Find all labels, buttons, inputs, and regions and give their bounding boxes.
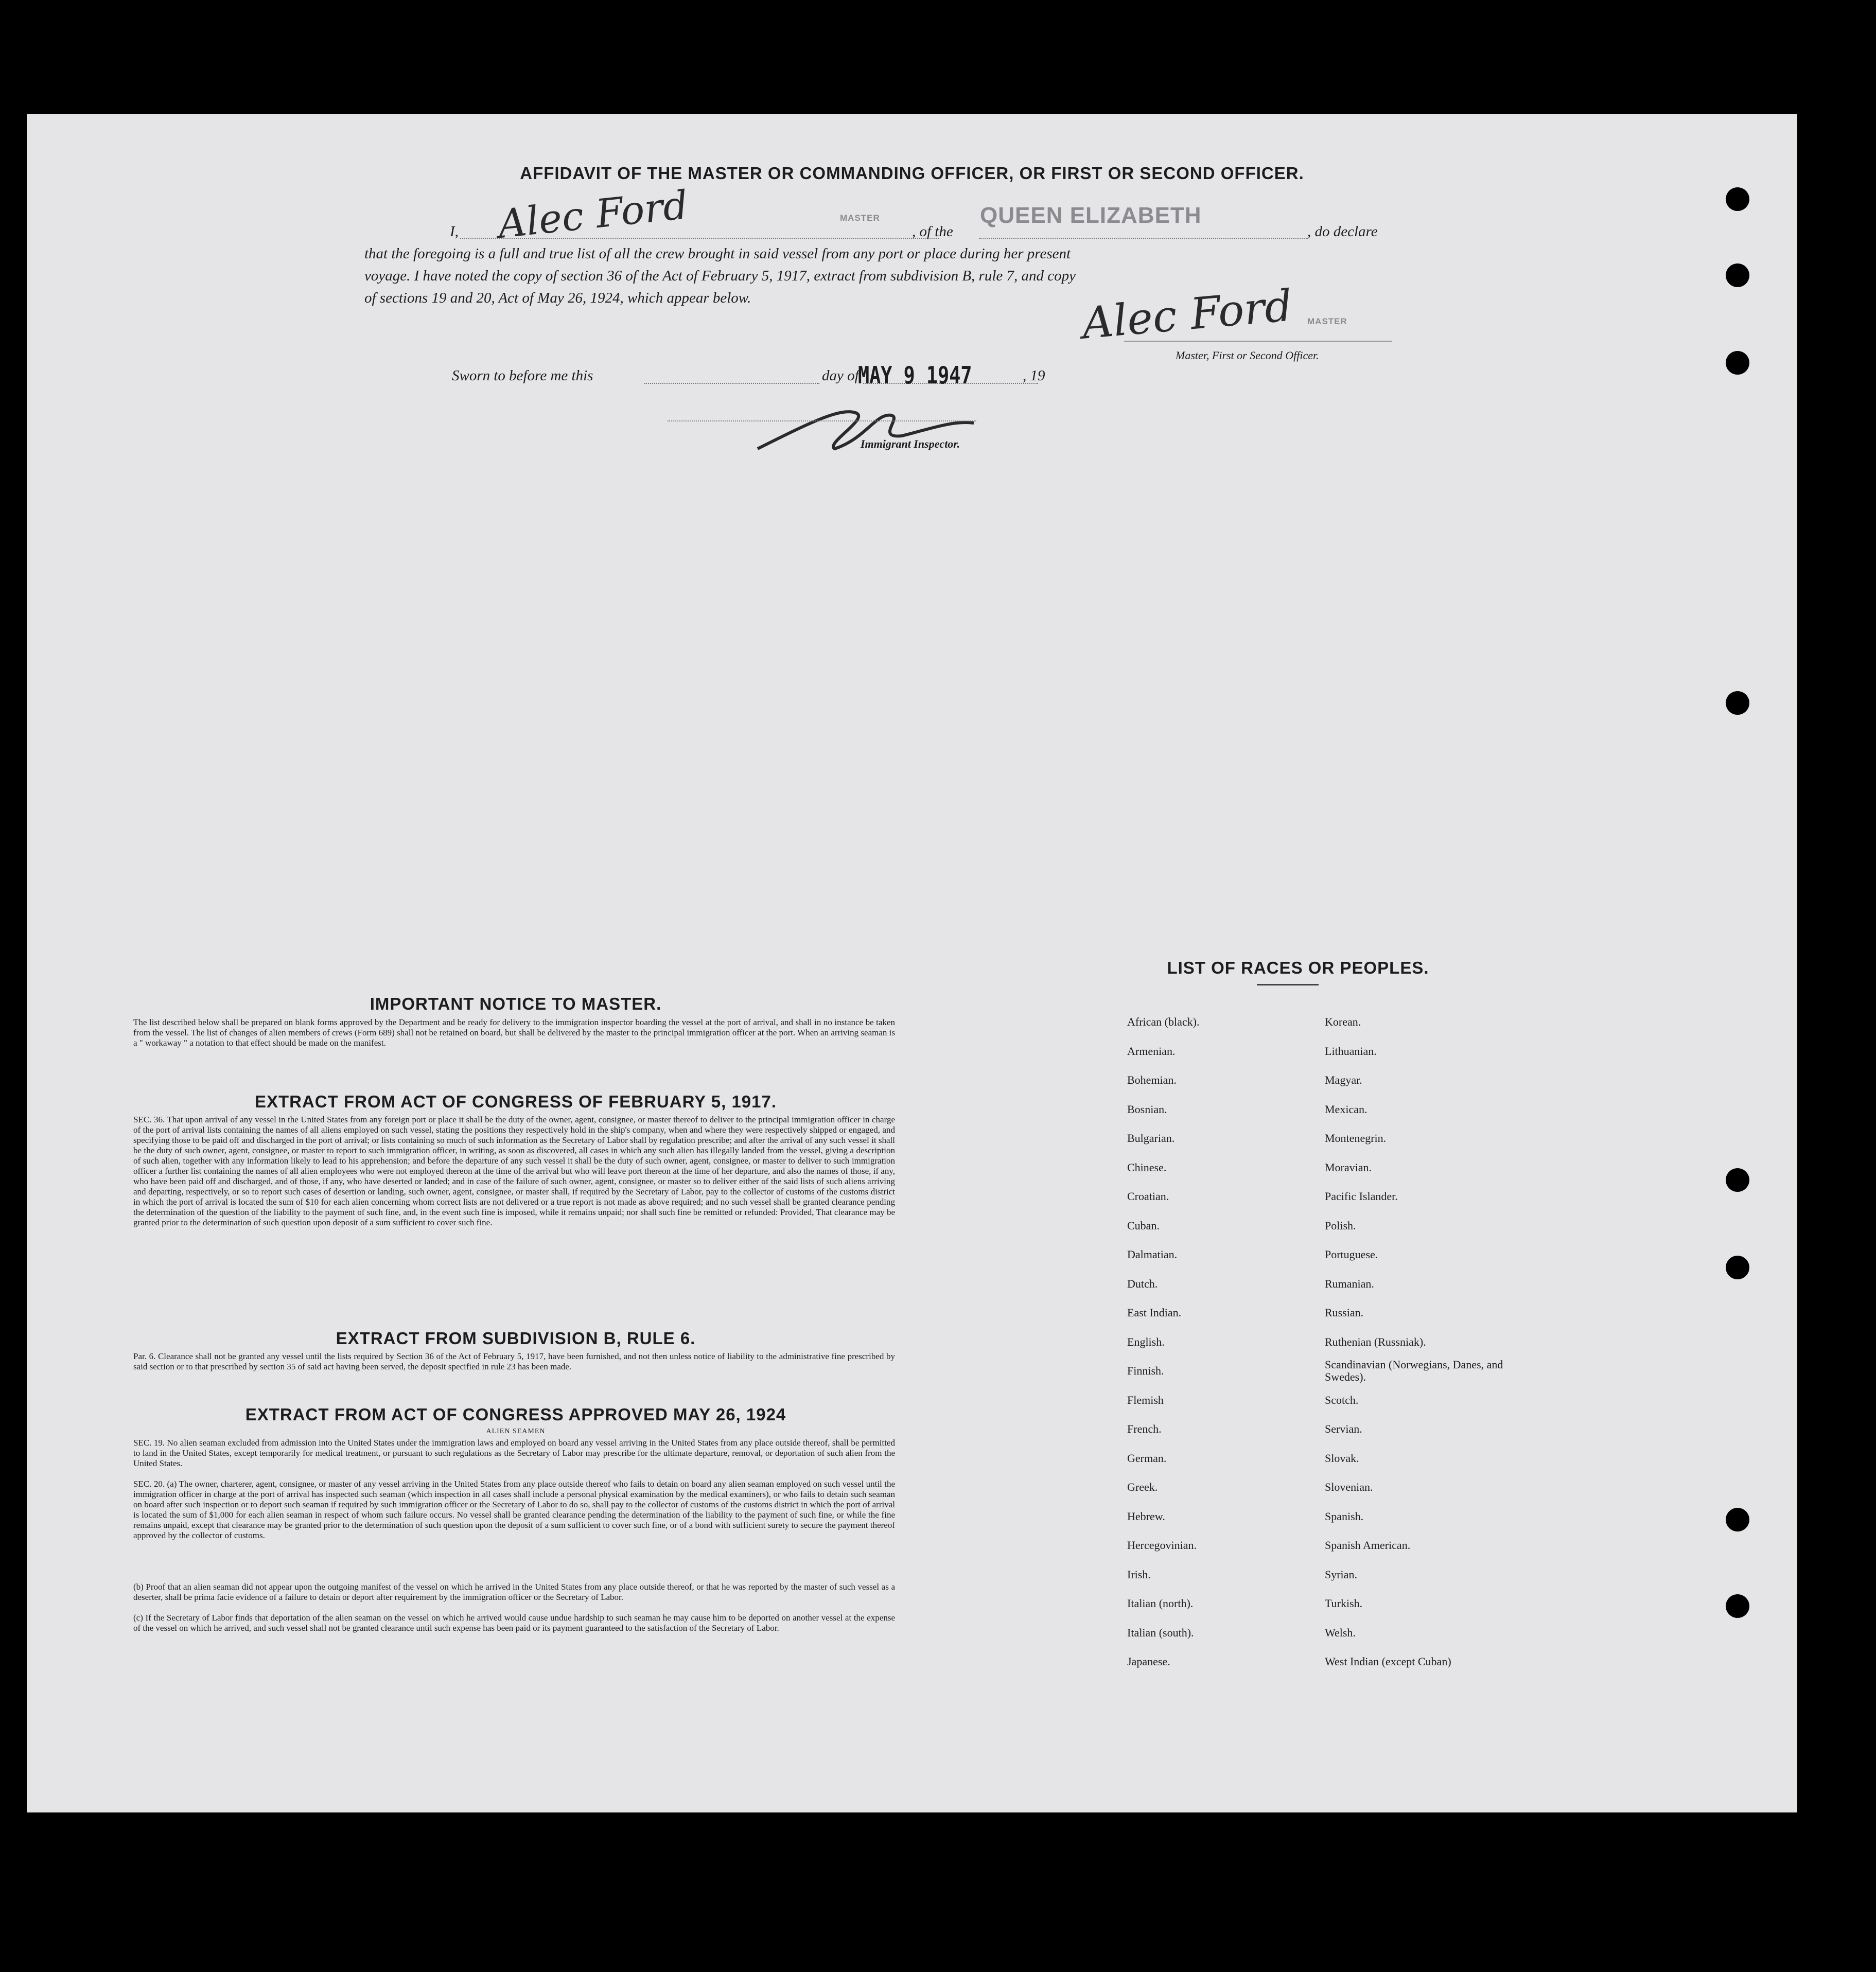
- year-prefix: , 19: [1023, 367, 1045, 384]
- binder-hole: [1726, 691, 1749, 715]
- affidavit-line-3: voyage. I have noted the copy of section 36 of the Act of February 5, 1917, extract from subdivision B, rule 7, and copy: [364, 268, 1076, 284]
- race-item: Moravian.: [1325, 1160, 1372, 1174]
- race-item: Armenian.: [1127, 1044, 1176, 1058]
- vessel-name: QUEEN ELIZABETH: [980, 203, 1202, 228]
- inspector-caption: Immigrant Inspector.: [861, 437, 960, 450]
- race-item: Polish.: [1325, 1219, 1356, 1232]
- race-item: African (black).: [1127, 1015, 1200, 1028]
- race-item: Russian.: [1325, 1306, 1364, 1319]
- race-item: Finnish.: [1127, 1364, 1164, 1377]
- section-19-text: SEC. 19. No alien seaman excluded from admission into the United States under the immigration laws and employed on board any vessel arriving in the United States from any place outside thereof, shall be permitted to land in the United States, except temporarily for medical treatment, or pursuant to such regulations as the Secretary of Labor may prescribe for the ultimate departure, removal, or deportation of such alien from the United States.: [133, 1438, 895, 1468]
- race-item: Servian.: [1325, 1422, 1362, 1435]
- races-title: LIST OF RACES OR PEOPLES.: [1167, 958, 1429, 977]
- binder-hole: [1726, 351, 1749, 375]
- race-item: Italian (south).: [1127, 1626, 1194, 1639]
- extract-1917-text: SEC. 36. That upon arrival of any vessel in the United States from any foreign port or place it shall be the duty of the owner, agent, consignee, or master thereof to deliver to the principal immigration officer in charge of the port of arrival lists containing the names of all aliens employed on such vessel, stating the positions they respectively hold in the ship's company, when and where they were respectively shipped or engaged, and specifying those to be paid off and discharged in the port of arrival; or lists containing so much of such information as the Secretary of Labor shall by regulation prescribe; and after the arrival of any such vessel it shall be the duty of such owner, agent, consignee, or master to report to such immigration officer, in writing, as soon as discovered, all cases in which any such alien has illegally landed from the vessel, giving a description of such alien, together with any information likely to lead to his apprehension; and before the departure of any such vessel it shall be the duty of such owner, agent, consignee, or master to deliver to such immigration officer a further list containing the names of all alien employees who were not employed thereon at the time of the arrival but who will leave port thereon at the time of her departure, and also the names of those, if any, who have been paid off and discharged, and of those, if any, who have deserted or landed; and in case of the failure of such owner, agent, consignee, or master so to deliver either of the said lists of such aliens arriving and departing, respectively, or so to report such cases of desertion or landing, such owner, agent, consignee, or master shall, if required by the Secretary of Labor, pay to the collector of customs of the customs district in which the port of arrival is located the sum of $10 for each alien concerning whom correct lists are not delivered or a true report is not made as above required; and no such vessel shall be granted clearance pending the determination of the question of the liability to the payment of such fine, and, in the event such fine is imposed, while it remains unpaid; nor shall such fine be remitted or refunded: Provided, That clearance may be granted prior to the determination of such question upon deposit of a sum sufficient to cover such fine.: [133, 1115, 895, 1227]
- master-stamp: MASTER: [840, 213, 880, 223]
- race-item: Chinese.: [1127, 1160, 1167, 1174]
- race-item: Cuban.: [1127, 1219, 1160, 1232]
- binder-hole: [1726, 1168, 1749, 1192]
- races-left-column: [1127, 1008, 1312, 1677]
- race-item: Bohemian.: [1127, 1073, 1177, 1086]
- race-item: Croatian.: [1127, 1190, 1169, 1203]
- race-item: East Indian.: [1127, 1306, 1182, 1319]
- race-item: Slovenian.: [1325, 1481, 1373, 1493]
- race-item: English.: [1127, 1335, 1165, 1348]
- race-item: Montenegrin.: [1325, 1132, 1387, 1145]
- master-signature: Alec Ford: [496, 181, 690, 248]
- race-item: Welsh.: [1325, 1626, 1356, 1639]
- race-item: Hebrew.: [1127, 1509, 1165, 1523]
- i-label: I,: [450, 223, 459, 240]
- race-item: Irish.: [1127, 1568, 1151, 1581]
- race-item: Syrian.: [1325, 1568, 1357, 1581]
- binder-hole: [1726, 263, 1749, 287]
- race-item: Magyar.: [1325, 1073, 1362, 1086]
- race-item: Greek.: [1127, 1481, 1158, 1493]
- race-item: Japanese.: [1127, 1655, 1170, 1668]
- races-title-rule: [1257, 984, 1319, 985]
- document-page: [27, 114, 1797, 1812]
- race-item: Lithuanian.: [1325, 1044, 1377, 1058]
- inspector-line: [668, 420, 976, 421]
- race-item: Pacific Islander.: [1325, 1190, 1398, 1203]
- sworn-label: Sworn to before me this: [452, 367, 593, 384]
- rule6-title: EXTRACT FROM SUBDIVISION B, RULE 6.: [336, 1329, 696, 1348]
- officer-stamp: MASTER: [1307, 316, 1347, 326]
- notice-title: IMPORTANT NOTICE TO MASTER.: [370, 994, 662, 1013]
- race-item: German.: [1127, 1451, 1167, 1465]
- race-item: Hercegovinian.: [1127, 1539, 1197, 1552]
- race-item: Slovak.: [1325, 1451, 1359, 1465]
- section-20a-text: SEC. 20. (a) The owner, charterer, agent, consignee, or master of any vessel arriving in the United States from any place outside thereof who fails to detain on board any alien seaman employed on such vessel until the immigration officer in charge at the port of arrival has inspected such seaman (which inspection in all cases shall include a personal physical examination by the medical examiners), or who fails to detain such seaman on board after such inspection or to deport such seaman if required by such immigration officer or the Secretary of Labor to do so, shall pay to the collector of customs of the customs district in which the port of arrival is located the sum of $1,000 for each alien seaman in respect of whom such failure occurs. No vessel shall be granted clearance pending the determination of the liability to the payment of such fine, or while the fine remains unpaid, except that clearance may be granted prior to the determination of such question upon the deposit of a sum sufficient to cover such fine, or of a bond with sufficient surety to secure the payment thereof approved by the collector of customs.: [133, 1479, 895, 1540]
- extract-1924-subtitle: ALIEN SEAMEN: [486, 1428, 546, 1435]
- binder-hole: [1726, 1594, 1749, 1618]
- race-item: Bulgarian.: [1127, 1132, 1175, 1145]
- binder-hole: [1726, 1256, 1749, 1279]
- rule6-text: Par. 6. Clearance shall not be granted any vessel until the lists required by Section 36 of the Act of February 5, 1917, have been furnished, and not then unless notice of liability to the administrative fine prescribed by said section or to that prescribed by section 35 of said act having been served, the deposit specified in rule 23 has been made.: [133, 1351, 895, 1371]
- race-item: Korean.: [1325, 1015, 1361, 1028]
- race-item: Ruthenian (Russniak).: [1325, 1335, 1426, 1348]
- extract-1924-title: EXTRACT FROM ACT OF CONGRESS APPROVED MAY 26, 1924: [245, 1405, 786, 1424]
- race-item: Scandinavian (Norwegians, Danes, and Swedes).: [1325, 1358, 1503, 1383]
- sworn-day-line: [644, 383, 819, 384]
- race-item: French.: [1127, 1422, 1162, 1435]
- race-item: Flemish: [1127, 1393, 1164, 1406]
- affidavit-line-2: that the foregoing is a full and true list of all the crew brought in said vessel from any port or place during her present: [364, 245, 1071, 262]
- officer-signature: Alec Ford: [1080, 280, 1294, 349]
- race-item: Portuguese.: [1325, 1248, 1378, 1261]
- officer-caption: Master, First or Second Officer.: [1176, 349, 1319, 362]
- do-declare-label: , do declare: [1307, 223, 1378, 240]
- notice-text: The list described below shall be prepared on blank forms approved by the Department and be ready for delivery to the immigration inspector boarding the vessel at the port of arrival, and shall in no instance be taken from the vessel. The list of changes of alien members of crews (Form 689) shall not be retained on board, but shall be delivered by the master to the principal immigration officer at the port. When an arriving seaman is a " workaway " a notation to that effect should be made on the manifest.: [133, 1017, 895, 1048]
- affidavit-line-4: of sections 19 and 20, Act of May 26, 1924, which appear below.: [364, 290, 751, 306]
- binder-hole: [1726, 187, 1749, 211]
- races-right-column: [1325, 1008, 1541, 1677]
- of-the-label: , of the: [912, 223, 953, 240]
- extract-1917-title: EXTRACT FROM ACT OF CONGRESS OF FEBRUARY 5, 1917.: [254, 1092, 777, 1111]
- officer-line: [1124, 341, 1392, 342]
- race-item: Italian (north).: [1127, 1597, 1194, 1610]
- race-item: Rumanian.: [1325, 1277, 1374, 1290]
- vessel-line: [979, 238, 1308, 239]
- race-item: Turkish.: [1325, 1597, 1363, 1610]
- race-item: Spanish American.: [1325, 1539, 1411, 1552]
- binder-hole: [1726, 1508, 1749, 1531]
- race-item: Spanish.: [1325, 1509, 1364, 1523]
- section-20b-text: (b) Proof that an alien seaman did not appear upon the outgoing manifest of the vessel on which he arrived in the United States from any place outside thereof, or that he was reported by the master of such vessel as a deserter, shall be prima facie evidence of a failure to detain or deport after requirement by the immigration officer or the Secretary of Labor.: [133, 1582, 895, 1602]
- date-stamp: MAY 9 1947: [858, 361, 972, 389]
- race-item: Dalmatian.: [1127, 1248, 1178, 1261]
- race-item: Scotch.: [1325, 1393, 1359, 1406]
- race-item: Mexican.: [1325, 1102, 1367, 1116]
- race-item: Dutch.: [1127, 1277, 1158, 1290]
- affidavit-title: AFFIDAVIT OF THE MASTER OR COMMANDING OFFICER, OR FIRST OR SECOND OFFICER.: [520, 164, 1304, 183]
- race-item: West Indian (except Cuban): [1325, 1655, 1451, 1668]
- section-20c-text: (c) If the Secretary of Labor finds that deportation of the alien seaman on the vessel on which he arrived would cause undue hardship to such seaman he may cause him to be deported on another vessel at the expense of the vessel on which he arrived, and such vessel shall not be granted clearance until such expense has been paid or its payment guaranteed to the satisfaction of the Secretary of Labor.: [133, 1613, 895, 1633]
- race-item: Bosnian.: [1127, 1102, 1167, 1116]
- day-of-label: day of: [822, 367, 859, 384]
